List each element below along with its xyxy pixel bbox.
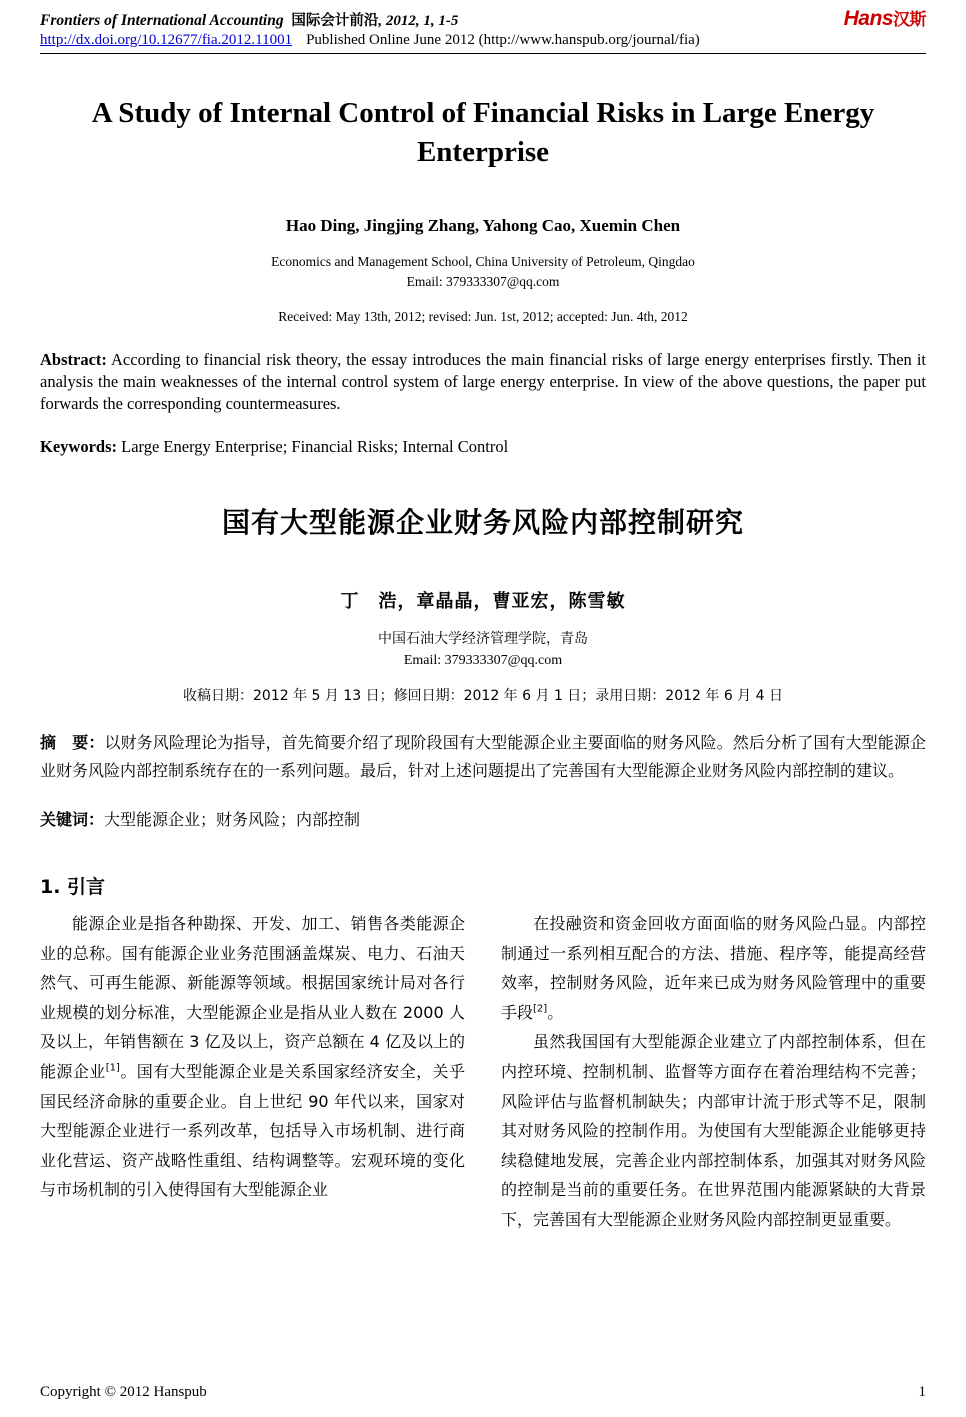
header-divider	[40, 53, 926, 54]
abstract-cn-text: 以财务风险理论为指导，首先简要介绍了现阶段国有大型能源企业主要面临的财务风险。然后分析了国有大型能源企业财务风险内部控制系统存在的一系列问题。最后，针对上述问题提出了完善国有大型能源企业财务风险内部控制的建议。	[40, 732, 926, 780]
paragraph-2	[501, 909, 926, 1027]
paragraph-3: 虽然我国国有大型能源企业建立了内部控制体系，但在内控环境、控制机制、监督等方面存在着治理结构不完善；风险评估与监督机制缺失；内部审计流于形式等不足，限制其对财务风险的控制作用。为使国有大型能源企业能够更持续稳健地发展，完善企业内部控制体系，加强其对财务风险的控制是当前的重要任务。在世界范围内能源紧缺的大背景下，完善国有大型能源企业财务风险内部控制更显重要。	[501, 1032, 926, 1229]
paper-title-cn: 国有大型能源企业财务风险内部控制研究	[221, 505, 744, 539]
affiliation-en	[40, 252, 926, 291]
journal-title-cn: 国际会计前沿	[291, 13, 379, 29]
logo-text-cn: 汉斯	[893, 10, 926, 30]
doi-line	[40, 32, 926, 49]
affiliation-cn	[40, 629, 926, 671]
reference-marker-1: [1]	[105, 1062, 120, 1074]
email-en: Email: 379333307@qq.com	[406, 273, 560, 289]
abstract-cn	[40, 729, 926, 785]
paragraph-1-text: 能源企业是指各种勘探、开发、加工、销售各类能源企业的总称。国有能源企业业务范围涵盖煤炭、电力、石油天然气、可再生能源、新能源等领域。根据国家统计局对各行业规模的划分标准，大型能源企业是指从业人数在 2000 人及以上，年销售额在 3 亿及以上，资产总额在 4 亿及以上的能源企业	[40, 913, 465, 1081]
keywords-en	[40, 437, 926, 457]
section-heading-1: 1. 引言	[40, 875, 106, 898]
abstract-cn-label: 摘 要：	[40, 732, 105, 752]
journal-title-en: Frontiers of International Accounting	[40, 12, 284, 29]
paragraph-2-text: 在投融资和资金回收方面面临的财务风险凸显。内部控制通过一系列相互配合的方法、措施、程序等，能提高经营效率，控制财务风险，近年来已成为财务风险管理中的重要手段	[501, 913, 926, 1022]
page-number: 1	[918, 1384, 926, 1400]
doi-link[interactable]: http://dx.doi.org/10.12677/fia.2012.11001	[40, 31, 293, 48]
copyright-text: Copyright © 2012 Hanspub	[40, 1384, 207, 1400]
body-columns	[40, 909, 926, 1235]
affiliation-cn-line: 中国石油大学经济管理学院，青岛	[378, 630, 588, 647]
keywords-cn-text: 大型能源企业；财务风险；内部控制	[104, 809, 361, 829]
column-left	[40, 909, 465, 1235]
keywords-en-label: Keywords:	[40, 436, 117, 456]
column-right	[501, 909, 926, 1235]
keywords-cn	[40, 807, 926, 830]
abstract-en-label: Abstract:	[40, 350, 107, 370]
dates-cn: 收稿日期：2012 年 5 月 13 日；修回日期：2012 年 6 月 1 日；录用日期：2012 年 6 月 4 日	[183, 687, 783, 704]
paragraph-2-continued: 。	[547, 1002, 564, 1022]
dates-en: Received: May 13th, 2012; revised: Jun. 1st, 2012; accepted: Jun. 4th, 2012	[278, 309, 688, 325]
journal-volume-info: , 2012, 1, 1-5	[378, 13, 459, 29]
paper-title-en: A Study of Internal Control of Financial Risks in Large Energy Enterprise	[91, 96, 875, 168]
page-content	[40, 8, 926, 1235]
abstract-en	[40, 349, 926, 415]
hanspub-logo	[844, 8, 926, 29]
keywords-cn-label: 关键词：	[40, 809, 105, 829]
published-online-text: Published Online June 2012 (http://www.hanspub.org/journal/fia)	[306, 31, 700, 48]
email-cn: Email: 379333307@qq.com	[403, 652, 563, 668]
journal-header	[40, 8, 926, 31]
keywords-en-text: Large Energy Enterprise; Financial Risks; Internal Control	[117, 436, 509, 456]
page-footer	[40, 1384, 926, 1401]
paragraph-1	[40, 909, 465, 1205]
affiliation-en-line: Economics and Management School, China University of Petroleum, Qingdao	[271, 254, 695, 270]
paragraph-1-continued: 。国有大型能源企业是关系国家经济安全，关乎国民经济命脉的重要企业。自上世纪 90 年代以来，国家对大型能源企业进行一系列改革，包括导入市场机制、进行商业化营运、资产战略性重组、结构调整等。宏观环境的变化与市场机制的引入使得国有大型能源企业	[40, 1061, 465, 1200]
authors-cn: 丁 浩，章晶晶，曹亚宏，陈雪敏	[340, 590, 626, 612]
reference-marker-2: [2]	[533, 1003, 548, 1015]
journal-identity	[40, 11, 458, 31]
authors-en: Hao Ding, Jingjing Zhang, Yahong Cao, Xuemin Chen	[285, 216, 681, 236]
abstract-en-text: According to financial risk theory, the essay introduces the main financial risks of large energy enterprises firstly. Then it analysis the main weaknesses of the internal control system of large energy enterprise. In view of the above questions, the paper put forwards the corresponding countermeasures.	[40, 350, 926, 414]
logo-text-en: Hans	[843, 7, 893, 30]
